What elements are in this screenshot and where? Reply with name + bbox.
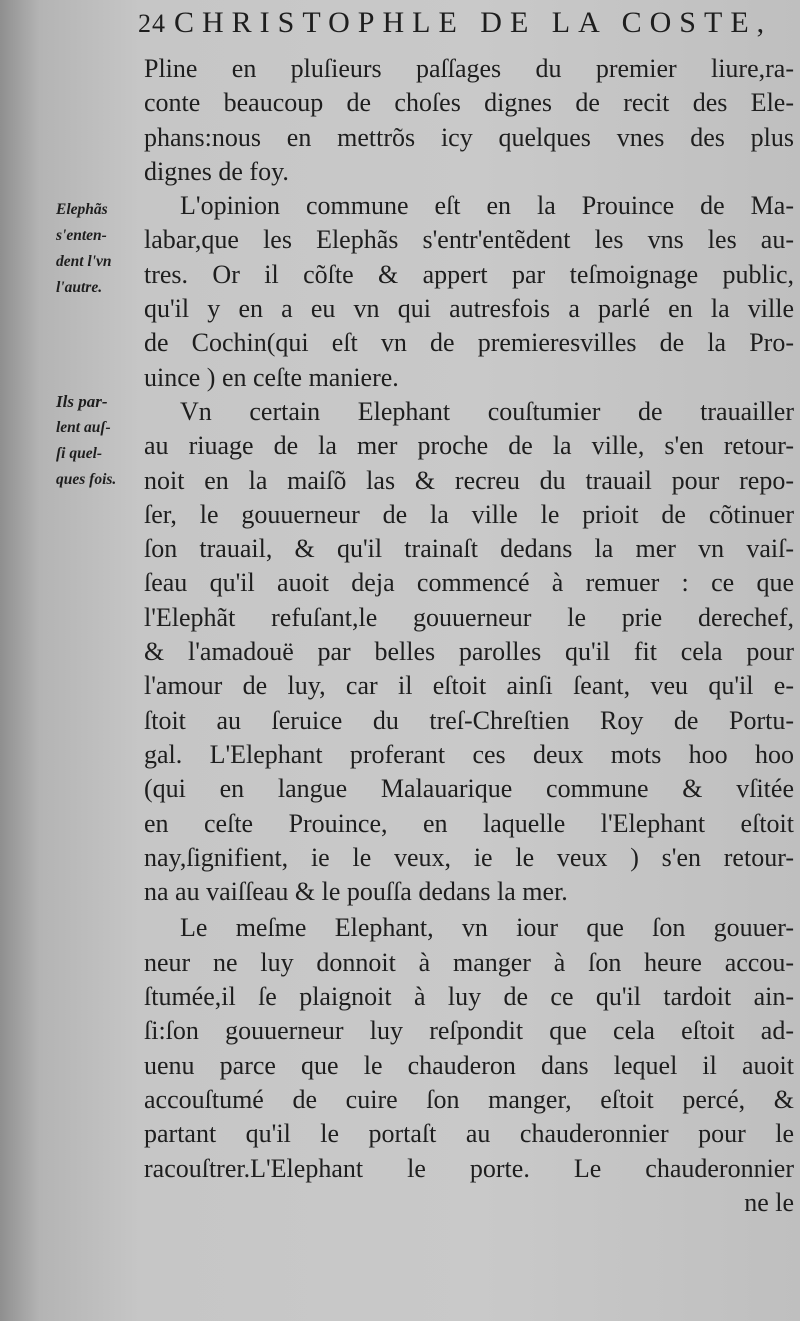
paragraph-1 xyxy=(144,52,794,189)
text-line: partant qu'il le portaſt au chauderonnier pour le xyxy=(144,1119,794,1149)
text-line: noit en la maiſõ las & recreu du trauail pour repo- xyxy=(144,465,794,495)
paragraph-3 xyxy=(144,395,794,909)
text-line: accouſtumé de cuire ſon manger, eſtoit percé, & xyxy=(144,1084,794,1114)
margin-note-line: Ils par- xyxy=(56,392,108,411)
running-title: CHRISTOPHLE DE LA COSTE, xyxy=(174,6,773,39)
text-line: ſtumée,il ſe plaignoit à luy de ce qu'il tardoit ain- xyxy=(144,982,794,1012)
text-line: dignes de foy. xyxy=(144,156,289,186)
margin-note-elephants-understand xyxy=(56,197,148,301)
text-line: de Cochin(qui eſt vn de premieresvilles de la Pro- xyxy=(144,328,794,358)
margin-note-line: s'enten- xyxy=(56,227,107,244)
margin-note-line: ſi quel- xyxy=(56,445,103,462)
text-line: & l'amadouë par belles parolles qu'il fit cela pour xyxy=(144,637,794,667)
catchword: ne le xyxy=(744,1187,794,1217)
paragraph-4 xyxy=(144,911,794,1185)
text-line: uenu parce que le chauderon dans lequel il auoit xyxy=(144,1050,794,1080)
text-line: nay,ſignifient, ie le veux, ie le veux ) s'en retour- xyxy=(144,842,794,872)
text-line: ſtoit au ſeruice du treſ-Chreſtien Roy de Portu- xyxy=(144,705,794,735)
margin-note-line: ques fois. xyxy=(56,471,117,488)
text-line: conte beaucoup de choſes dignes de recit des Ele- xyxy=(144,88,794,118)
main-text xyxy=(144,52,794,1220)
text-line: racouſtrer.L'Elephant le porte. Le chauderonnier xyxy=(144,1153,794,1183)
text-line: qu'il y en a eu vn qui autresfois a parlé en la ville xyxy=(144,294,794,324)
text-line: gal. L'Elephant proferant ces deux mots hoo hoo xyxy=(144,739,794,769)
running-header xyxy=(138,6,778,40)
margin-note-they-speak xyxy=(56,389,148,493)
text-line: L'opinion commune eſt en la Prouince de Ma- xyxy=(180,191,794,221)
text-line: l'Elephãt refuſant,le gouuerneur le prie derechef, xyxy=(144,602,794,632)
text-line: Vn certain Elephant couſtumier de trauailler xyxy=(180,396,794,426)
text-line: ſi:ſon gouuerneur luy reſpondit que cela eſtoit ad- xyxy=(144,1016,794,1046)
margin-note-line: Elephãs xyxy=(56,201,108,218)
text-line: au riuage de la mer proche de la ville, s'en retour- xyxy=(144,431,794,461)
text-line: Le meſme Elephant, vn iour que ſon gouuer- xyxy=(180,913,794,943)
text-line: ſeau qu'il auoit deja commencé à remuer : ce que xyxy=(144,568,794,598)
text-line: Pline en pluſieurs paſſages du premier liure,ra- xyxy=(144,54,794,83)
text-line: neur ne luy donnoit à manger à ſon heure accou- xyxy=(144,947,794,977)
margin-note-line: l'autre. xyxy=(56,279,103,296)
text-line: l'amour de luy, car il eſtoit ainſi ſeant, veu qu'il e- xyxy=(144,671,794,701)
text-line: tres. Or il cõſte & appert par teſmoignage public, xyxy=(144,259,794,289)
page-number: 24 xyxy=(138,9,166,38)
margin-note-line: lent auſ- xyxy=(56,419,111,436)
text-line: (qui en langue Malauarique commune & vſitée xyxy=(144,774,794,804)
text-line: ſon trauail, & qu'il trainaſt dedans la mer vn vaiſ- xyxy=(144,534,794,564)
paragraph-2 xyxy=(144,189,794,395)
text-line: en ceſte Prouince, en laquelle l'Elephant eſtoit xyxy=(144,808,794,838)
text-line: na au vaiſſeau & le pouſſa dedans la mer. xyxy=(144,877,568,907)
margin-note-line: dent l'vn xyxy=(56,253,112,270)
text-line: ſer, le gouuerneur de la ville le prioit de cõtinuer xyxy=(144,499,794,529)
text-line: phans:nous en mettrõs icy quelques vnes des plus xyxy=(144,122,794,152)
text-line: uince ) en ceſte maniere. xyxy=(144,362,399,392)
text-line: labar,que les Elephãs s'entr'entẽdent les vns les au- xyxy=(144,225,794,255)
